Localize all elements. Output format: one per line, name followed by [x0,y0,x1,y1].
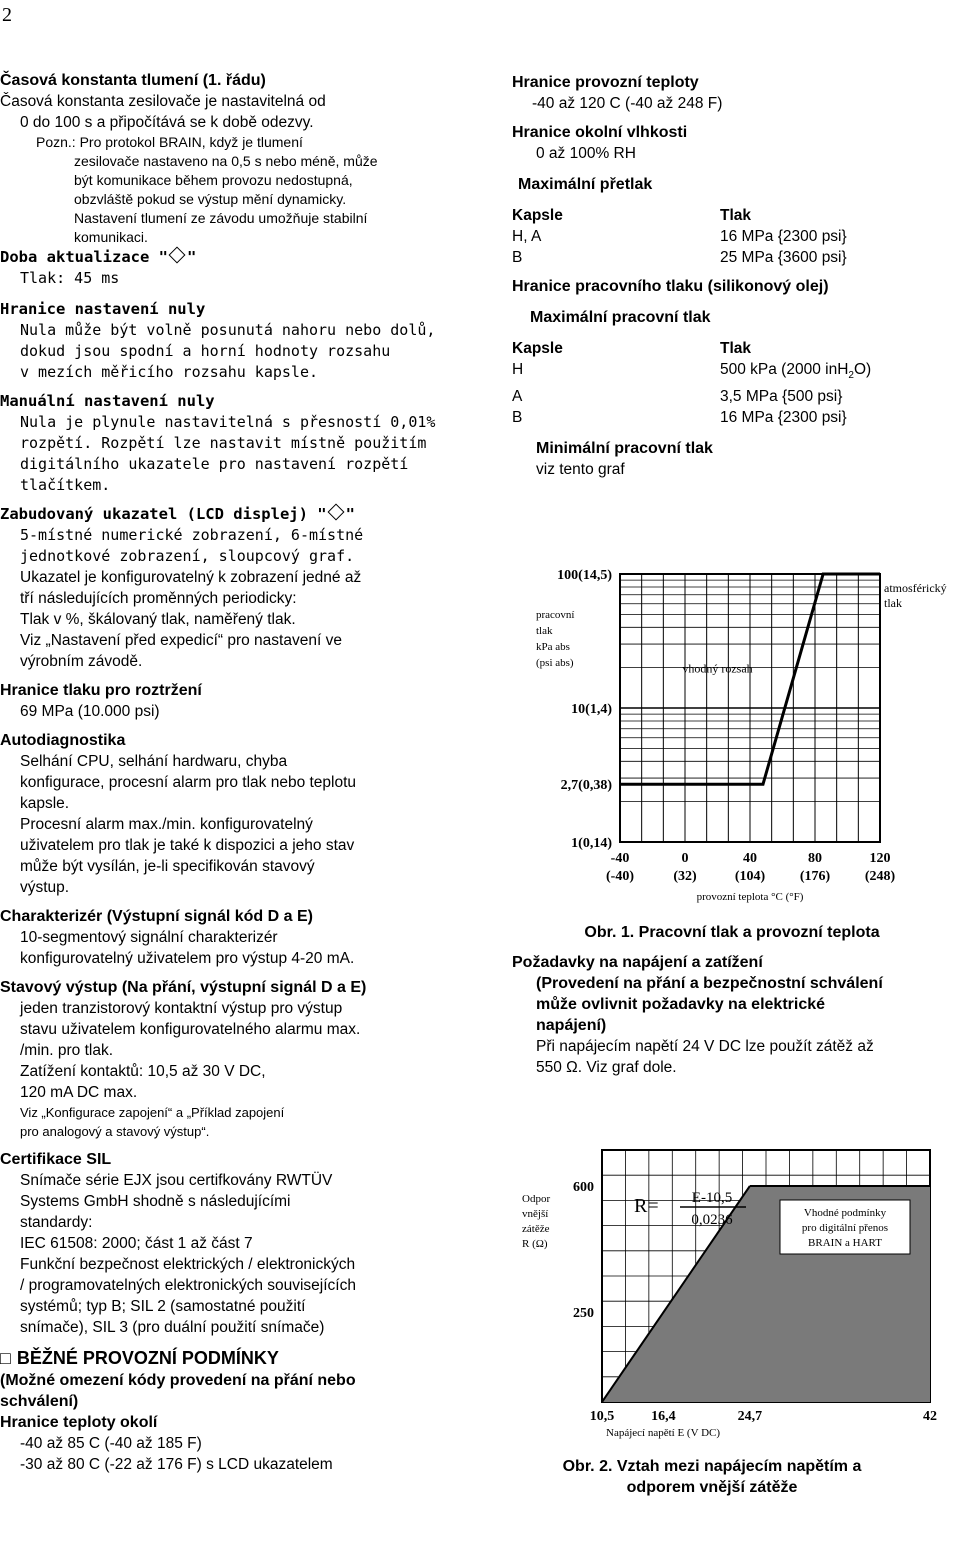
power-title: Požadavky na napájení a zatížení [512,954,763,971]
sil-text: systémů; typ B; SIL 2 (samostatné použití [20,1298,306,1315]
table-cell: B [512,249,523,266]
update-time-title: Doba aktualizace " " [0,248,197,266]
manual-zero-text: Nula je plynule nastavitelná s přesností 0,01% [20,413,436,431]
chart-labels [536,568,947,903]
table-header: Kapsle [512,207,563,224]
region-label: Vhodné podmínky [803,1207,887,1219]
diamond-icon [168,247,185,264]
manual-zero-title: Manuální nastavení nuly [0,392,215,410]
y-axis-label: (psi abs) [536,657,574,669]
characterizer-text: konfigurovatelný uživatelem pro výstup 4-20 mA. [20,950,355,967]
sil-text: standardy: [20,1214,93,1231]
lcd-text: Viz „Nastavení před expedicí“ pro nastavení ve [20,632,342,649]
x-tick-label: 120 [869,851,891,866]
x-tick-label: (248) [864,869,896,884]
ambient-text: -30 až 80 C (-22 až 176 F) s LCD ukazatelem [20,1456,333,1473]
sil-text: Systems GmbH shodně s následujícími [20,1193,291,1210]
chart-grid [620,574,880,842]
table-cell: 16 MPa {2300 psi} [720,409,847,427]
ambient-title: Hranice teploty okolí [0,1414,158,1431]
sil-text: snímače), SIL 3 (pro duální použití snímače) [20,1319,325,1336]
caption-line: Obr. 2. Vztah mezi napájecím napětím a [562,1458,862,1475]
normal-conditions-sub: schválení) [0,1393,79,1410]
table-header-row [512,205,847,226]
sil-text: IEC 61508: 2000; část 1 až část 7 [20,1235,253,1252]
x-tick-label: 42 [923,1409,937,1424]
power-text: Při napájecím napětí 24 V DC lze použít zátěž až [536,1038,874,1055]
zero-range-text: dokud jsou spodní a horní hodnoty rozsahu [20,342,391,360]
normal-conditions-sub: (Možné omezení kódy provedení na přání nebo [0,1372,356,1389]
process-temp-text: -40 až 120 C (-40 až 248 F) [532,95,723,112]
x-axis-label: Napájecí napětí E (V DC) [606,1427,721,1439]
status-output-text: /min. pro tlak. [20,1042,114,1059]
checkbox-square-icon: □ [0,1348,11,1368]
note-line: komunikaci. [74,229,148,245]
x-tick-label: (32) [673,869,697,884]
page-number: 2 [2,4,12,26]
normal-conditions-title: □ BĚŽNÉ PROVOZNÍ PODMÍNKY [0,1348,279,1368]
lcd-text: tří následujících proměnných periodicky: [20,590,297,607]
y-axis-label: pracovní [536,609,575,621]
y-tick-label: 1(0,14) [571,836,612,851]
working-title: Hranice pracovního tlaku (silikonový olej) [512,278,829,295]
table-row [512,359,871,386]
working-pressure-chart [510,560,960,920]
x-tick-label: (-40) [606,869,634,884]
right-column [512,72,952,480]
note-line: Nastavení tlumení ze závodu umožňuje stabilní [74,210,368,226]
x-tick-label: 40 [743,851,757,866]
y-axis-label: zátěže [522,1223,550,1235]
table-header: Tlak [720,340,752,357]
status-output-title: Stavový výstup (Na přání, výstupní signál D a E) [0,979,367,996]
region-label: BRAIN a HART [808,1237,882,1249]
status-output-text: Zatížení kontaktů: 10,5 až 30 V DC, [20,1063,266,1080]
note-line: být komunikace během provozu nedostupná, [74,172,353,188]
min-working-title: Minimální pracovní tlak [536,440,713,458]
characterizer-title: Charakterizér (Výstupní signál kód D a E) [0,908,313,925]
humidity-title: Hranice okolní vlhkosti [512,124,688,141]
working-table [512,338,871,428]
humidity-text: 0 až 100% RH [536,145,636,162]
figure-1-caption: Obr. 1. Pracovní tlak a provozní teplota [584,924,880,941]
table-cell: 3,5 MPa {500 psi} [720,388,843,406]
status-output-text: jeden tranzistorový kontaktní výstup pro výstup [20,1000,343,1017]
zero-range-title: Hranice nastavení nuly [0,300,206,318]
selfdiag-title: Autodiagnostika [0,732,126,749]
sil-title: Certifikace SIL [0,1151,112,1168]
ambient-text: -40 až 85 C (-40 až 185 F) [20,1435,202,1452]
time-constant-text-2: 0 do 100 s a připočítává se k době odezvy. [20,114,314,131]
y-axis-label: tlak [536,625,553,637]
status-output-ref: Viz „Konfigurace zapojení“ a „Příklad zapojení [20,1105,285,1120]
x-tick-label: 80 [808,851,822,866]
y-tick-label: 250 [573,1306,594,1321]
y-tick-label: 10(1,4) [571,702,612,717]
x-tick-label: 24,7 [737,1409,763,1424]
y-axis-label: R (Ω) [522,1238,548,1250]
characterizer-text: 10-segmentový signální charakterizér [20,929,278,946]
y-tick-label: 600 [573,1180,594,1195]
table-row [512,407,871,428]
selfdiag-text: uživatelem pro tlak je také k dispozici a jeho stav [20,837,355,854]
figure-2-caption [512,1456,912,1498]
x-axis-label: provozní teplota °C (°F) [696,891,804,903]
note-line: zesilovače nastaveno na 0,5 s nebo méně, může [74,153,378,169]
selfdiag-text: může být vysílán, je-li specifikován stavový [20,858,315,875]
table-cell: 25 MPa {3600 psi} [720,249,847,266]
status-output-text: stavu uživatelem konfigurovatelného alarmu max. [20,1021,361,1038]
formula-denominator: 0,0236 [691,1212,733,1228]
lcd-text: jednotkové zobrazení, sloupcový graf. [20,547,355,565]
update-time-text: Tlak: 45 ms [20,269,120,287]
table-header: Tlak [720,207,752,224]
manual-zero-text: digitálního ukazatele pro nastavení rozpětí [20,455,409,473]
y-tick-label: 100(14,5) [557,568,612,583]
supply-load-chart [510,1140,960,1440]
table-cell: A [512,388,523,406]
diamond-icon [327,504,344,521]
annotation-label: tlak [884,596,902,610]
x-tick-label: (176) [799,869,831,884]
x-tick-label: 0 [681,851,689,866]
selfdiag-text: Selhání CPU, selhání hardwaru, chyba [20,753,288,770]
table-cell: H [512,361,524,378]
region-label: vhodný rozsah [682,661,753,676]
x-tick-label: 16,4 [651,1409,676,1424]
region-label: pro digitální přenos [801,1222,889,1234]
table-header: Kapsle [512,340,563,357]
burst-text: 69 MPa (10.000 psi) [20,703,160,720]
manual-zero-text: rozpětí. Rozpětí lze nastavit místně použitím [20,434,427,452]
power-note: (Provedení na přání a bezpečnostní schválení [536,975,883,992]
lcd-text: Ukazatel je konfigurovatelný k zobrazení jedné až [20,569,362,586]
table-row [512,226,847,247]
selfdiag-text: Procesní alarm max./min. konfigurovatelný [20,816,313,833]
burst-title: Hranice tlaku pro roztržení [0,682,202,699]
table-cell: H, A [512,228,542,245]
y-axis-label: kPa abs [536,641,570,653]
lcd-text: 5-místné numerické zobrazení, 6-místné [20,526,364,544]
table-header-row [512,338,871,359]
note-line: obzvláště pokud se výstup mění dynamicky. [74,191,347,207]
sil-text: Funkční bezpečnost elektrických / elektronických [20,1256,356,1273]
x-tick-label: (104) [734,869,766,884]
x-tick-label: 10,5 [589,1409,615,1424]
y-axis-label: Odpor [522,1193,551,1205]
table-cell: 500 kPa (2000 inH$_2$O) [720,361,872,382]
formula-numerator: E-10,5 [691,1190,733,1206]
lcd-text: výrobním závodě. [20,653,143,670]
status-output-text: 120 mA DC max. [20,1084,138,1101]
power-section [512,952,957,1078]
zero-range-text: Nula může být volně posunutá nahoru nebo dolů, [20,321,436,339]
overload-title: Maximální přetlak [518,176,653,193]
selfdiag-text: kapsle. [20,795,70,812]
time-constant-note [36,133,470,247]
zero-range-text: v mezích měřicího rozsahu kapsle. [20,363,319,381]
working-subtitle: Maximální pracovní tlak [530,309,711,326]
sil-text: / programovatelných elektronických souvisejících [20,1277,356,1294]
y-axis-label: vnější [522,1208,549,1220]
lcd-text: Tlak v %, škálovaný tlak, naměřený tlak. [20,611,296,628]
time-constant-title: Časová konstanta tlumení (1. řádu) [0,72,266,89]
y-tick-label: 2,7(0,38) [560,778,612,794]
left-column [0,70,470,1475]
overload-table [512,205,847,268]
selfdiag-text: výstup. [20,879,70,896]
power-note: může ovlivnit požadavky na elektrické [536,996,826,1013]
caption-line: odporem vnější zátěže [626,1479,798,1496]
table-cell: 16 MPa {2300 psi} [720,228,847,245]
formula-lhs: R= [634,1195,659,1217]
selfdiag-text: konfigurace, procesní alarm pro tlak nebo teplotu [20,774,357,791]
x-tick-label: -40 [610,851,630,866]
process-temp-title: Hranice provozní teploty [512,74,699,91]
status-output-ref: pro analogový a stavový výstup“. [20,1124,210,1139]
power-note: napájení) [536,1017,607,1034]
power-text: 550 Ω. Viz graf dole. [536,1059,677,1076]
min-working-text: viz tento graf [536,461,625,479]
table-cell: B [512,409,523,427]
annotation-label: atmosférický [884,581,947,595]
table-row [512,247,847,268]
lcd-title: Zabudovaný ukazatel (LCD displej) " " [0,505,355,523]
manual-zero-text: tlačítkem. [20,476,111,494]
table-row [512,386,871,407]
sil-text: Snímače série EJX jsou certifkovány RWTÜV [20,1172,333,1189]
ohm-symbol: Ω [566,1059,578,1076]
note-line: Pozn.: Pro protokol BRAIN, když je tlumení [36,134,303,150]
time-constant-text-1: Časová konstanta zesilovače je nastavitelná od [0,93,326,110]
